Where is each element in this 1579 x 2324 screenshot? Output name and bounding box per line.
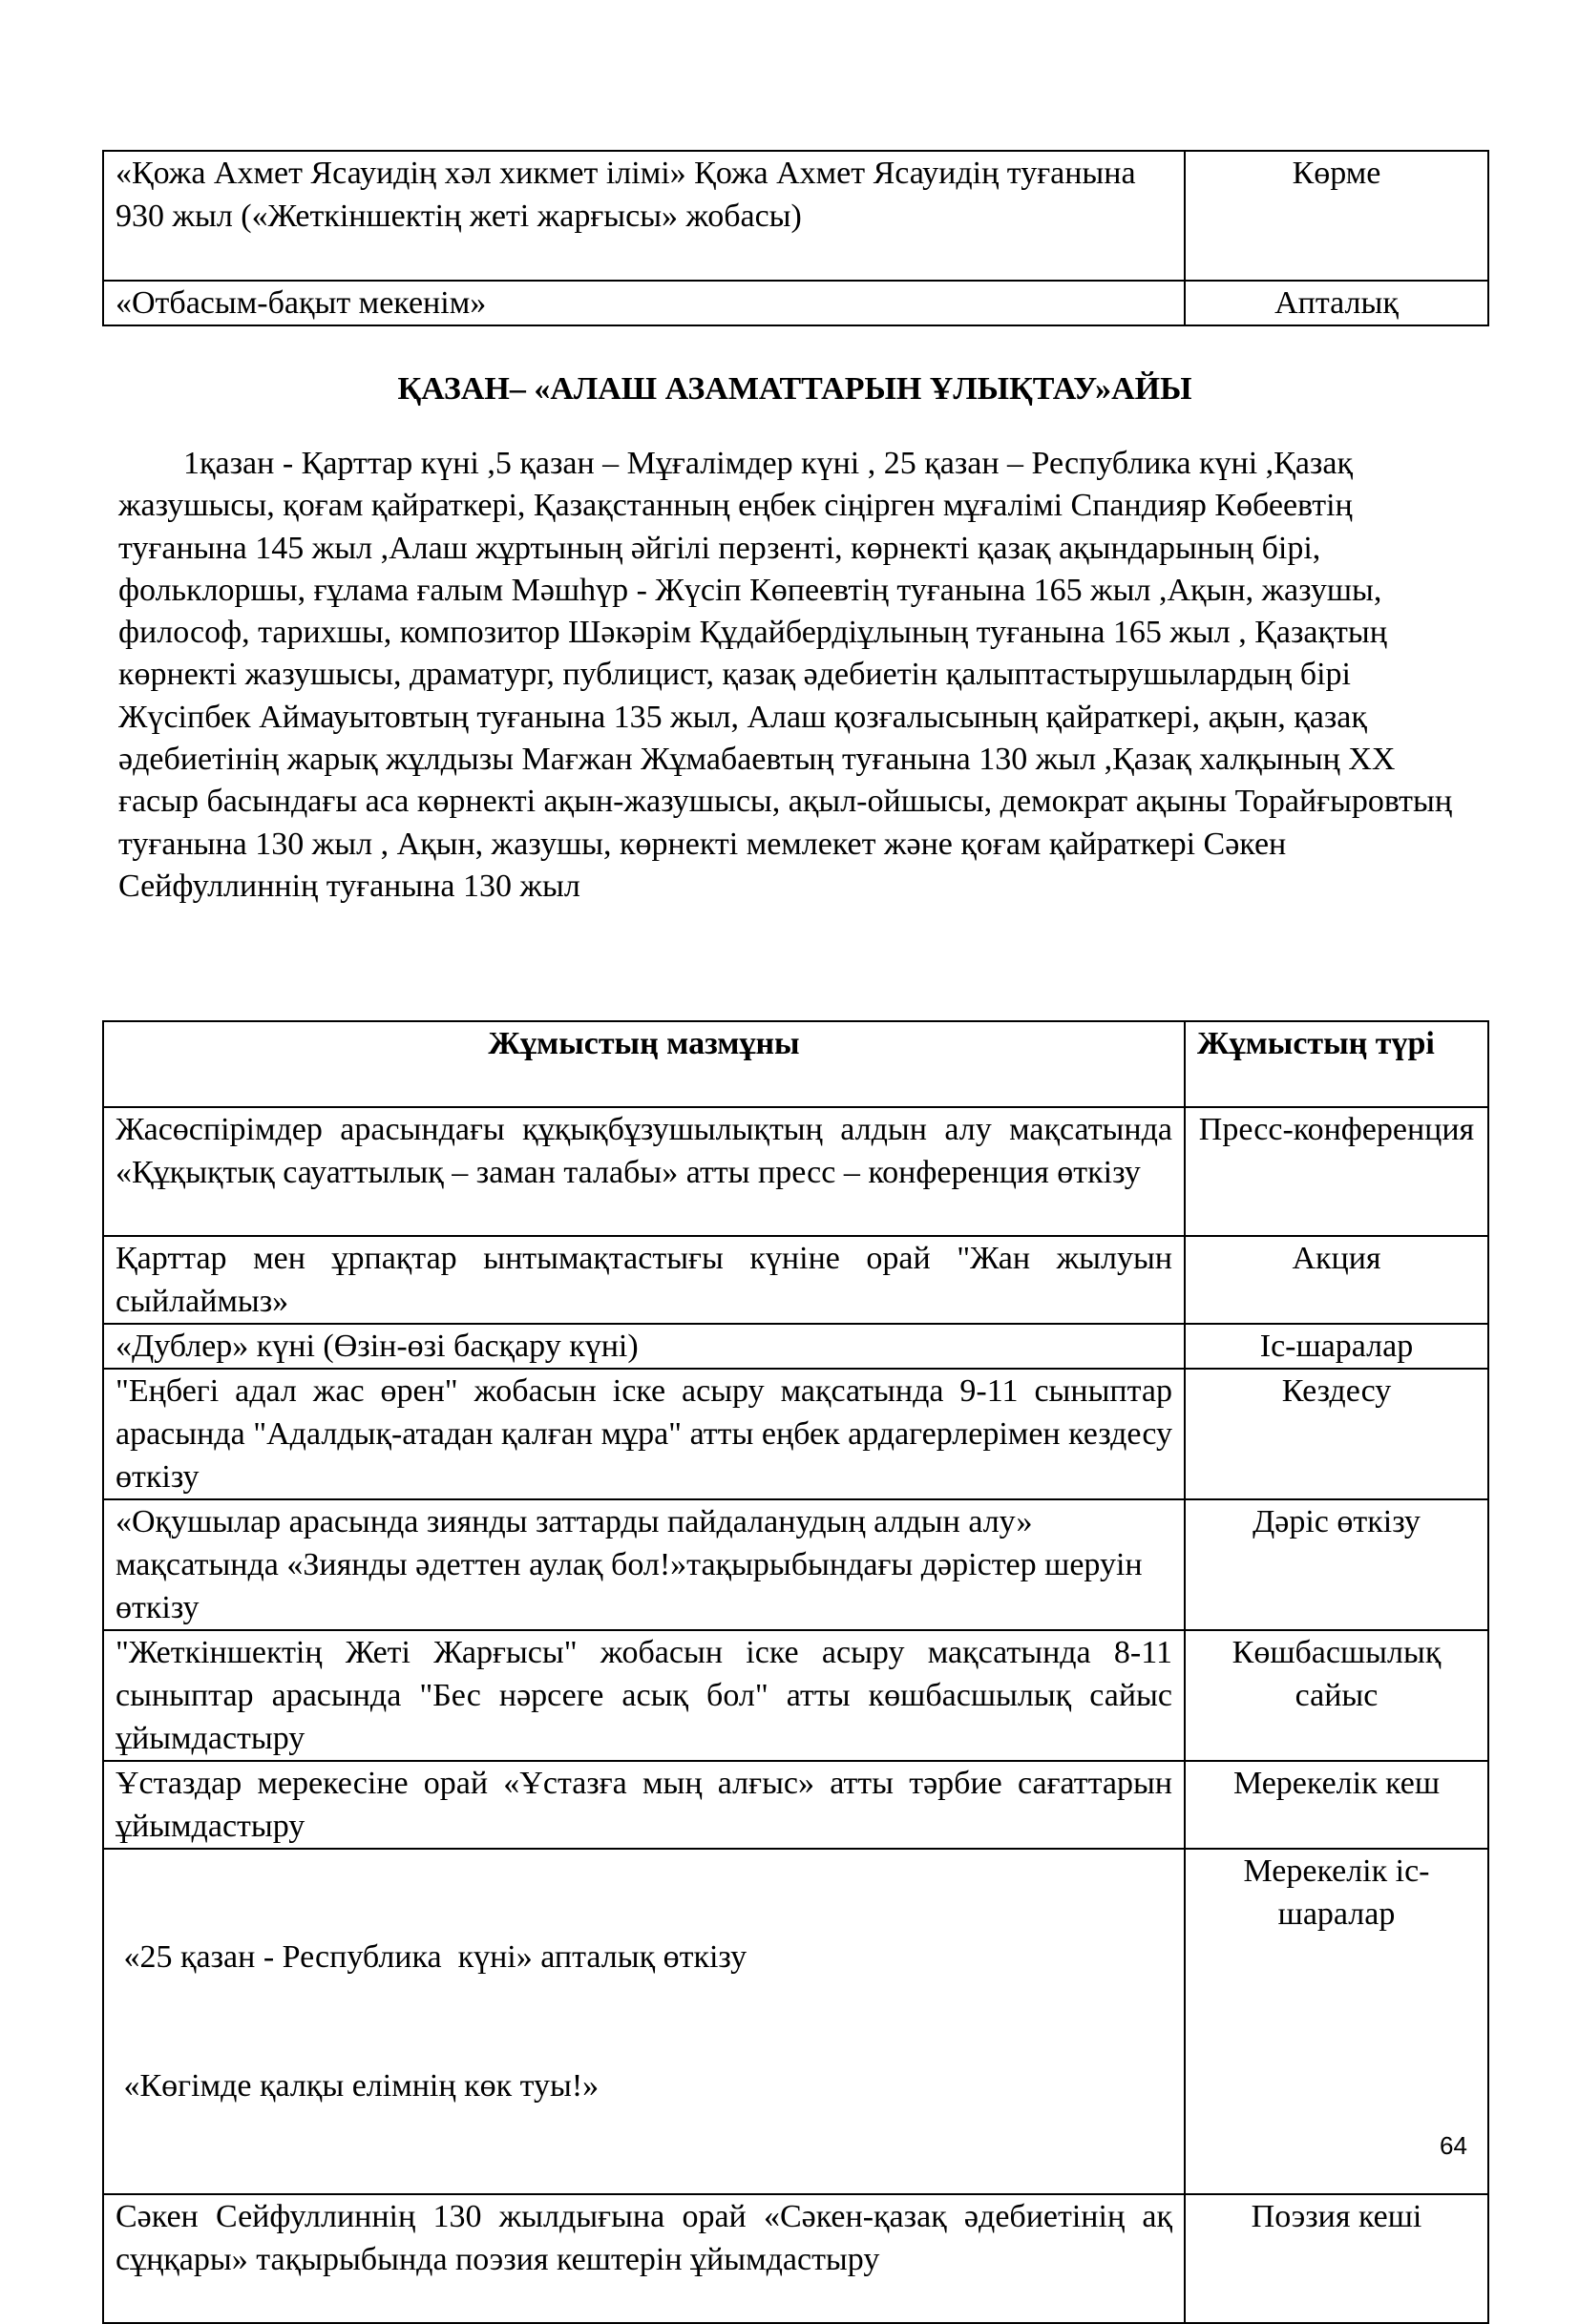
- event-content-cell: «Оқушылар арасында зиянды заттарды пайдаланудың алдын алу» мақсатында «Зиянды әдеттен аулақ бол!»тақырыбындағы дәрістер шеруін өткізу: [103, 1499, 1185, 1630]
- header-content: Жұмыстың мазмұны: [103, 1021, 1185, 1107]
- event-type-cell: Пресс-конференция: [1185, 1107, 1488, 1236]
- event-content-cell: Сәкен Сейфуллиннің 130 жылдығына орай «Сәкен-қазақ әдебиетінің ақ сұңқары» тақырыбында поэзия кештерін ұйымдастыру: [103, 2194, 1185, 2323]
- event-content-cell: «Қожа Ахмет Ясауидің хәл хикмет ілімі» Қожа Ахмет Ясауидің туғанына 930 жыл («Жеткіншектің жеті жарғысы» жобасы): [103, 151, 1185, 281]
- october-events-table: [102, 1020, 1489, 2324]
- month-title: ҚАЗАН– «АЛАШ АЗАМАТТАРЫН ҰЛЫҚТАУ»АЙЫ: [397, 371, 1192, 407]
- page-number: 64: [1440, 2131, 1467, 2160]
- intro-paragraph: 1қазан - Қарттар күні ,5 қазан – Мұғалімдер күні , 25 қазан – Республика күні ,Қазақ жазушысы, қоғам қайраткері, Қазақстанның еңбек сіңірген мұғалімі Спандияр Көбеевтің туғанына 145 жыл ,Алаш жұртының әйгілі перзенті, көрнекті қазақ ақындарының бірі, фольклоршы, ғұлама ғалым Мәшһүр - Жүсіп Көпеевтің туғанына 165 жыл ,Ақын, жазушы, философ, тарихшы, композитор Шәкәрім Құдайбердіұлының туғанына 165 жыл , Қазақтың көрнекті жазушысы, драматург, публицист, қазақ әдебиетін қалыптастырушылардың бірі Жүсіпбек Аймауытовтың туғанына 135 жыл, Алаш қозғалысының қайраткері, ақын, қазақ әдебиетінің жарық жұлдызы Мағжан Жұмабаевтың туғанына 130 жыл ,Қазақ халқының ХХ ғасыр басындағы аса көрнекті ақын-жазушысы, ақыл-ойшысы, демократ ақыны Торайғыровтың туғанына 130 жыл , Ақын, жазушы, көрнекті мемлекет және қоғам қайраткері Сәкен Сейфуллиннің туғанына 130 жыл: [118, 446, 1453, 904]
- header-type: Жұмыстың түрі: [1185, 1021, 1488, 1107]
- event-content-line: «25 қазан - Республика күні» апталық өткізу: [116, 1939, 747, 1975]
- event-content-cell: «Дублер» күні (Өзін-өзі басқару күні): [103, 1324, 1185, 1369]
- event-content-line: «Көгімде қалқы елімнің көк туы!»: [116, 2068, 600, 2104]
- event-type-cell: Көшбасшылық сайыс: [1185, 1630, 1488, 1761]
- event-type-cell: Мерекелік кеш: [1185, 1761, 1488, 1849]
- event-content-cell: «Отбасым-бақыт мекенім»: [103, 281, 1185, 325]
- table-row: [103, 1369, 1488, 1499]
- table-row: [103, 1761, 1488, 1849]
- event-type-cell: Поэзия кеші: [1185, 2194, 1488, 2323]
- event-type-cell: Дәріс өткізу: [1185, 1499, 1488, 1630]
- table-row: [103, 1324, 1488, 1369]
- event-type-cell: Мерекелік іс-шаралар: [1185, 1849, 1488, 2194]
- event-content-cell: "Еңбегі адал жас өрен" жобасын іске асыру мақсатында 9-11 сыныптар арасында "Адалдық-атадан қалған мұра" атты еңбек ардагерлерімен кездесу өткізу: [103, 1369, 1185, 1499]
- event-content-cell: "Жеткіншектің Жеті Жарғысы" жобасын іске асыру мақсатында 8-11 сыныптар арасында "Бес нәрсеге асық бол" атты көшбасшылық сайыс ұйымдастыру: [103, 1630, 1185, 1761]
- table-header-row: [103, 1021, 1488, 1107]
- event-content-cell: Жасөспірімдер арасындағы құқықбұзушылықтың алдын алу мақсатында «Құқықтық сауаттылық – заман талабы» атты пресс – конференция өткізу: [103, 1107, 1185, 1236]
- event-type-cell: Іс-шаралар: [1185, 1324, 1488, 1369]
- event-type-cell: Акция: [1185, 1236, 1488, 1324]
- table-row: [103, 2194, 1488, 2323]
- event-type-cell: Кездесу: [1185, 1369, 1488, 1499]
- table-row: [103, 1107, 1488, 1236]
- table-row: [103, 1630, 1488, 1761]
- event-type-cell: Көрме: [1185, 151, 1488, 281]
- table-row: [103, 1236, 1488, 1324]
- table-row: [103, 1849, 1488, 2194]
- event-content-cell: [103, 1849, 1185, 2194]
- table-row: [103, 281, 1488, 325]
- top-events-table: [102, 150, 1489, 326]
- table-row: [103, 1499, 1488, 1630]
- table-row: [103, 151, 1488, 281]
- event-content-cell: Ұстаздар мерекесіне орай «Ұстазға мың алғыс» атты тәрбие сағаттарын ұйымдастыру: [103, 1761, 1185, 1849]
- event-type-cell: Апталық: [1185, 281, 1488, 325]
- event-content-cell: Қарттар мен ұрпақтар ынтымақтастығы күніне орай "Жан жылуын сыйлаймыз»: [103, 1236, 1185, 1324]
